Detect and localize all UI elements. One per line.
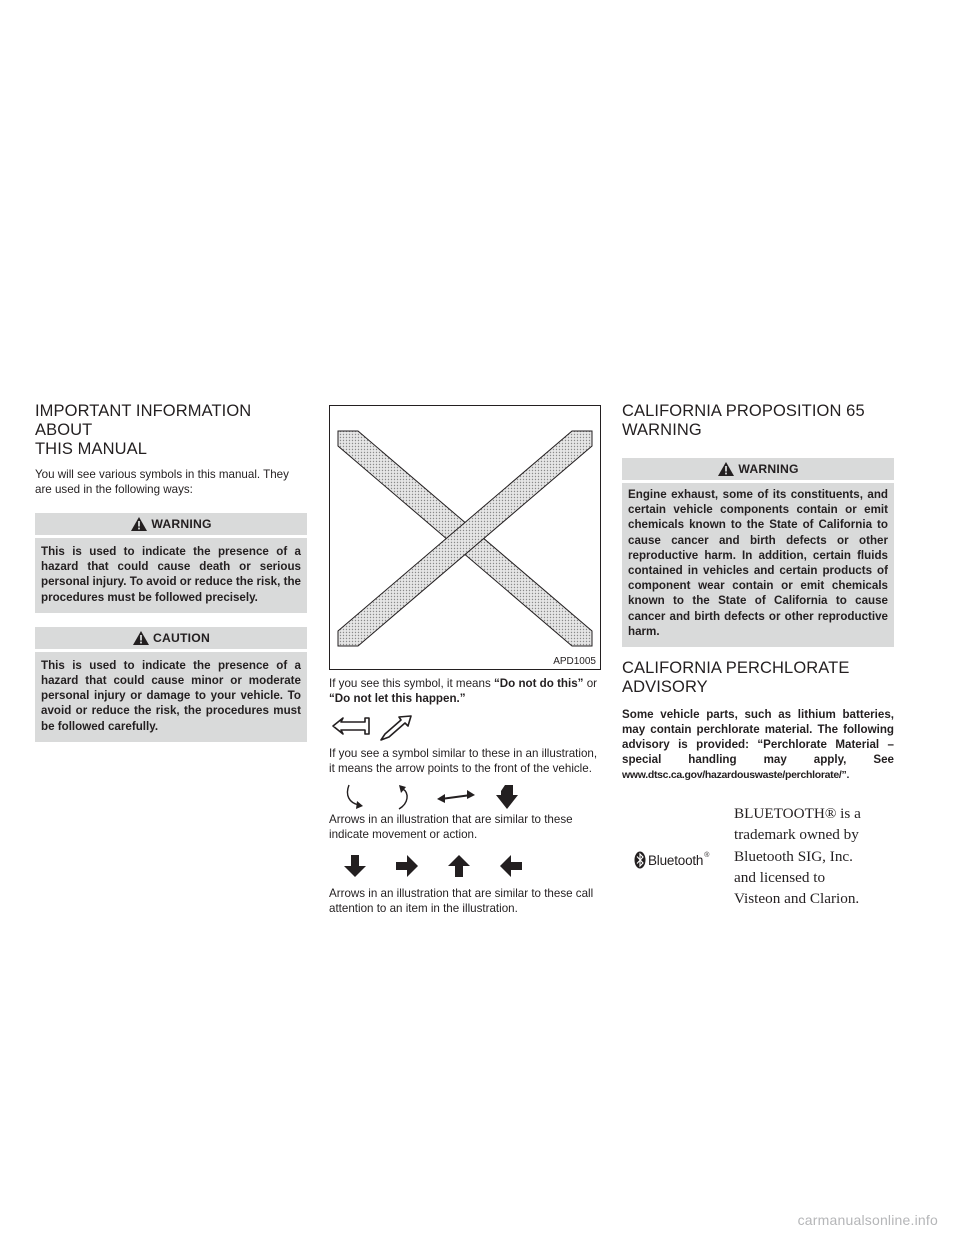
prop65-heading: CALIFORNIA PROPOSITION 65 WARNING (622, 402, 865, 439)
bluetooth-icon (634, 851, 646, 869)
attention-text: Arrows in an illustration that are similar to these call attention to an item in the illustration. (329, 887, 594, 915)
warning-triangle-icon (130, 516, 148, 532)
prop65-warning-header: WARNING (622, 458, 894, 483)
cross-x-icon (330, 406, 600, 669)
prop65-warning-text: Engine exhaust, some of its constituents, and certain vehicle components contain or emit chemicals known to the State of California to cause cancer and birth defects or other reproductive harm. In addition, certain fluids contained in vehicles and certain products of component wear contain or emit chemicals known to the State of California to cause cancer and birth defects or other reproductive harm. (628, 488, 888, 638)
movement-text: Arrows in an illustration that are similar to these indicate movement or action. (329, 813, 573, 841)
do-not-symbol-figure (329, 405, 601, 670)
caution-box (35, 627, 307, 742)
bluetooth-trademark-text: BLUETOOTH® is a trademark owned by Bluetooth SIG, Inc. and licensed to Visteon and Clarion. (734, 805, 861, 908)
figure-label: APD1005 (553, 656, 596, 667)
manual-info-heading: IMPORTANT INFORMATION ABOUT THIS MANUAL (35, 402, 252, 458)
perchlorate-url: www.dtsc.ca.gov/hazardouswaste/perchlorate/”. (622, 769, 850, 782)
column-right (622, 402, 894, 933)
movement-arrow-icons (329, 782, 601, 812)
arrow-down-icon (343, 854, 367, 878)
double-arrow-icon (435, 787, 477, 807)
warning-box (35, 513, 307, 613)
curved-arrow-down-icon (341, 783, 371, 811)
arrow-right-icon (395, 854, 419, 878)
arrow-left-icon (499, 854, 523, 878)
warning-header: WARNING (35, 513, 307, 538)
bluetooth-logo: Bluetooth ® (634, 851, 709, 869)
column-left (35, 402, 307, 742)
intro-text: You will see various symbols in this manual. They are used in the following ways: (35, 468, 289, 496)
attention-arrow-icons (329, 850, 601, 882)
prop65-warning-box (622, 458, 894, 647)
bluetooth-notice (622, 803, 894, 933)
do-not-symbol-text: If you see this symbol, it means “Do not do this” or “Do not let this happen.” (329, 677, 598, 705)
caution-text: This is used to indicate the presence of a hazard that could cause minor or moderate personal injury or damage to your vehicle. To avoid or reduce the risk, the procedures must be followed carefully. (41, 658, 301, 733)
turn-arrow-icon (491, 783, 521, 811)
site-watermark: carmanualsonline.info (797, 1212, 938, 1228)
front-arrow-left-icon (329, 716, 371, 742)
perchlorate-heading: CALIFORNIA PERCHLORATE ADVISORY (622, 659, 850, 697)
warning-triangle-icon (132, 630, 150, 646)
front-arrow-diagonal-icon (377, 714, 417, 744)
front-arrow-text: If you see a symbol similar to these in an illustration, it means the arrow points to the front of the vehicle. (329, 747, 598, 775)
curved-arrow-up-icon (389, 783, 419, 811)
perchlorate-text: Some vehicle parts, such as lithium batteries, may contain perchlorate material. The following advisory is provided: “Perchlorate Material – special handling may apply, See www.dtsc.ca.gov/hazardouswaste/perchlorate/”. (622, 708, 894, 782)
arrow-up-icon (447, 854, 471, 878)
front-arrow-icons (329, 712, 601, 746)
warning-text: This is used to indicate the presence of a hazard that could cause death or serious personal injury. To avoid or reduce the risk, the procedures must be followed precisely. (41, 545, 301, 604)
column-middle (329, 405, 601, 916)
warning-triangle-icon (717, 461, 735, 477)
caution-header: CAUTION (35, 627, 307, 652)
